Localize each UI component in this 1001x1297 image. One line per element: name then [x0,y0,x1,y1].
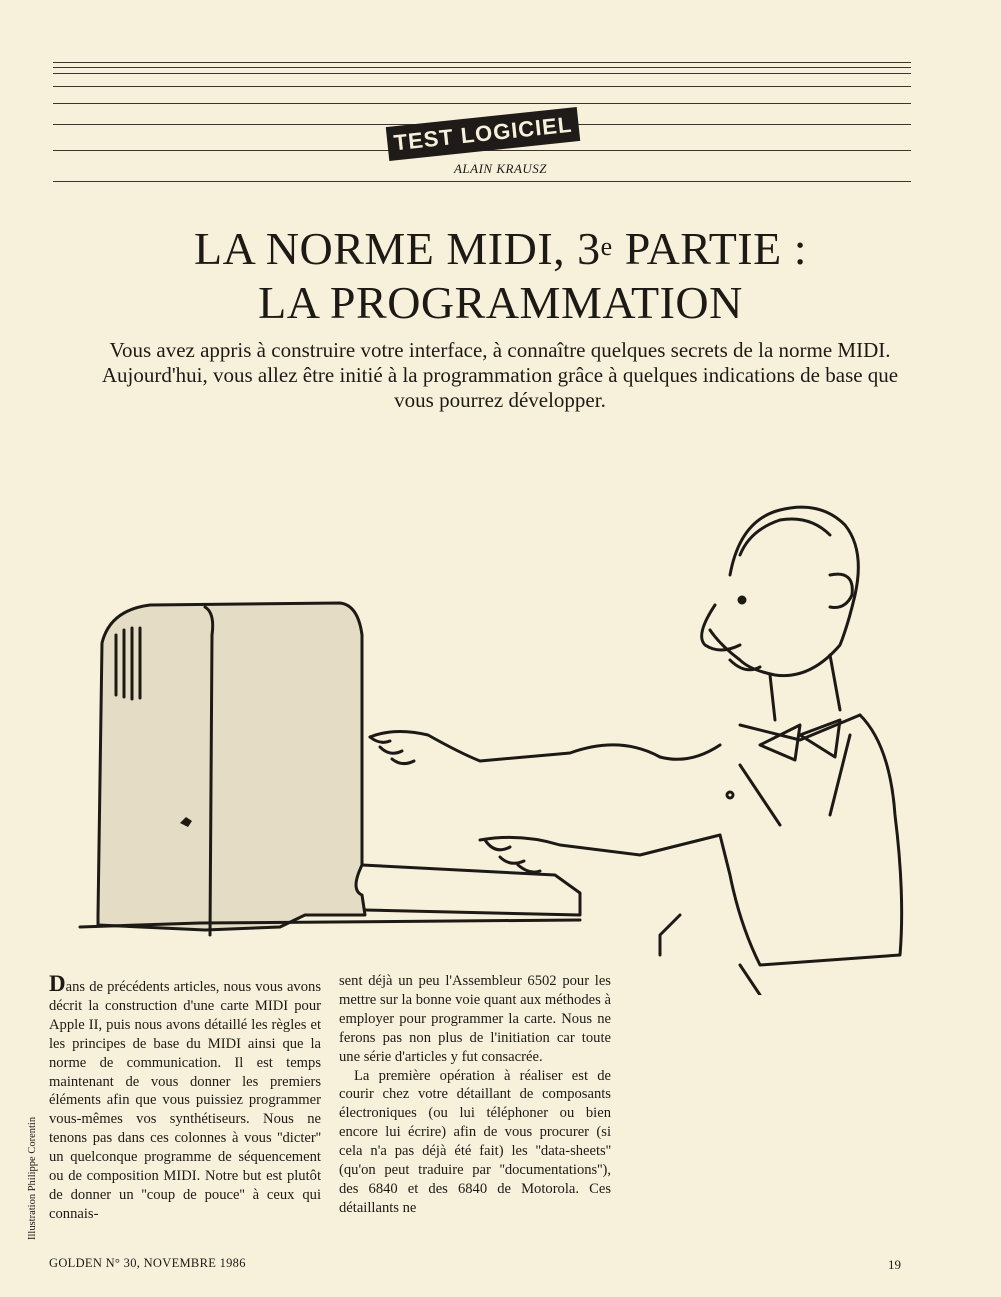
illustration-man-at-computer [40,495,990,995]
header-rule [53,103,911,104]
arm-lower [480,835,720,855]
drop-cap: D [49,971,66,996]
header-rule [53,86,911,87]
page-number: 19 [888,1257,901,1272]
head-outline [710,507,858,675]
keyboard [362,865,580,915]
body-column-1 [49,972,321,1224]
title-line-1-text: LA NORME MIDI, 3 [193,223,601,274]
hand-lower [485,840,540,872]
jacket-lapel [740,735,850,825]
header-rule [53,67,911,68]
jacket-button [727,792,733,798]
arm-upper [370,731,660,761]
ear [830,574,852,607]
header-rule [53,181,911,182]
computer-body [98,603,365,930]
title-ordinal-suffix: e [600,232,613,261]
title-line-1 [0,222,1001,276]
article-title [0,222,1001,330]
title-line-1-end: PARTIE : [612,223,807,274]
eye [739,597,745,603]
body-paragraph [49,972,321,1224]
footer-publication: GOLDEN N° 30, NOVEMBRE 1986 [49,1256,246,1270]
header-rule [53,62,911,63]
section-badge [386,107,581,161]
author-name: ALAIN KRAUSZ [453,161,548,176]
body-paragraph: sent déjà un peu l'Assembleur 6502 pour les mettre sur la bonne voie quant aux méthodes à employer pour programmer la carte. Nous ne ferons pas non plus de l'initiation car toute une série d'articles y fut consacrée. [339,973,611,1065]
title-line-2: LA PROGRAMMATION [258,277,743,328]
header-rule [53,73,911,74]
illustration-credit: Illustration Philippe Corentin [27,1116,38,1240]
hand-upper [370,737,414,764]
body-paragraph-text: ans de précédents articles, nous vous avons décrit la construction d'une carte MIDI pour Apple II, puis nous avons détaillé les règles et les principes de base du MIDI ainsi que la norme de communication. Il est temps maintenant de vous donner les premiers éléments afin que vous puissiez programmer vous-mêmes vos synthétiseurs. Nous ne tenons pas dans ces colonnes à vous ''dicter'' un quelconque programme de séquencement ou de composition MIDI. Notre but est plutôt de donner un ''coup de pouce'' à ceux qui connais- [49,979,321,1222]
neck [770,655,840,720]
section-badge-label: TEST LOGICIEL [392,111,574,156]
body-column-2 [339,972,611,1218]
body-paragraph: La première opération à réaliser est de courir chez votre détaillant de composants électroniques (ou lui téléphoner ou bien encore lui écrire) afin de vous procurer (si cela n'a pas déjà été fait) les ''data-sheets'' (qu'on peut traduire par ''documentations''), des 6840 et des 6840 de Motorola. Ces détaillants ne [339,1067,611,1216]
lead-paragraph: Vous avez appris à construire votre interface, à connaître quelques secrets de la norme MIDI. Aujourd'hui, vous allez être initié à la programmation grâce à quelques indications de base que vous pourrez développer. [101,338,899,412]
